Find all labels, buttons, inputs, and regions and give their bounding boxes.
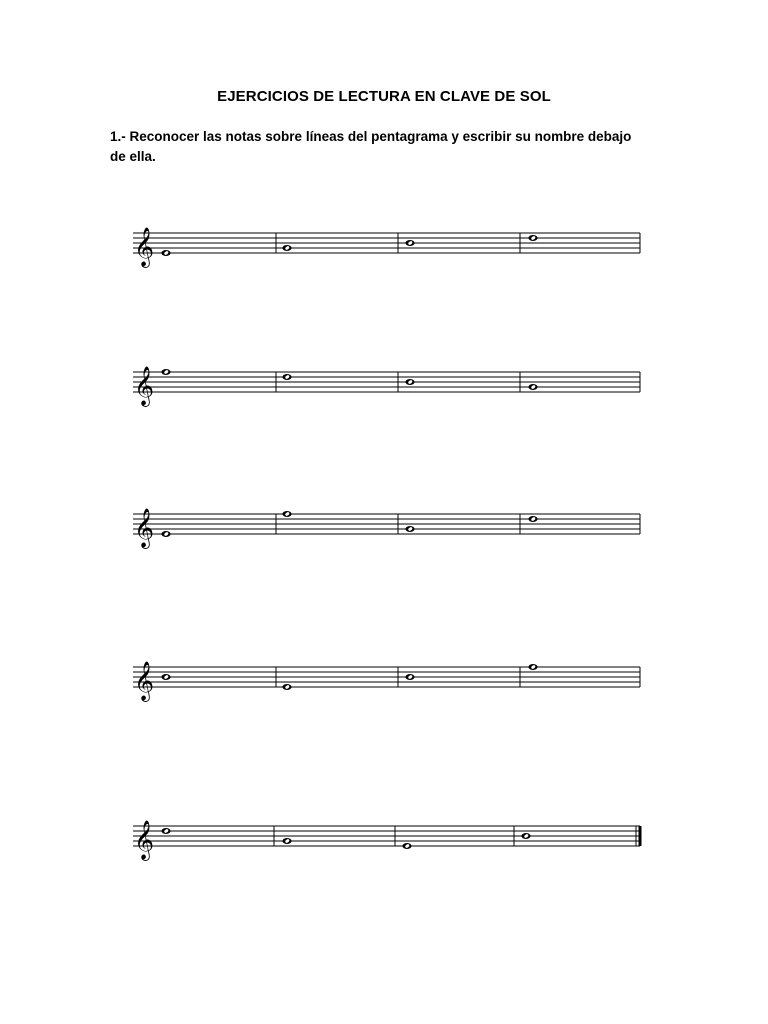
whole-note	[282, 511, 291, 517]
whole-note	[282, 374, 291, 380]
whole-note	[405, 674, 414, 680]
treble-clef-icon: 𝄞	[134, 227, 155, 267]
whole-note	[528, 664, 537, 670]
treble-clef-icon: 𝄞	[134, 508, 155, 548]
staff	[133, 227, 640, 268]
whole-note	[405, 240, 414, 246]
whole-note	[528, 516, 537, 522]
whole-note	[161, 828, 170, 834]
staff	[133, 661, 640, 702]
whole-note	[282, 245, 291, 251]
staff	[133, 820, 640, 861]
staff	[133, 366, 640, 407]
page-title: EJERCICIOS DE LECTURA EN CLAVE DE SOL	[217, 88, 551, 105]
whole-note	[528, 235, 537, 241]
whole-note	[282, 838, 291, 844]
treble-clef-icon: 𝄞	[134, 366, 155, 406]
whole-note	[161, 674, 170, 680]
whole-note	[282, 684, 291, 690]
whole-note	[405, 526, 414, 532]
exercise-instruction: 1.- Reconocer las notas sobre líneas del pentagrama y escribir su nombre debajo de ella.	[110, 129, 632, 164]
whole-note	[402, 843, 411, 849]
whole-note	[161, 369, 170, 375]
whole-note	[405, 379, 414, 385]
whole-note	[161, 250, 170, 256]
whole-note	[528, 384, 537, 390]
treble-clef-icon: 𝄞	[134, 661, 155, 701]
treble-clef-icon: 𝄞	[134, 820, 155, 860]
whole-note	[161, 531, 170, 537]
staff	[133, 508, 640, 549]
whole-note	[521, 833, 530, 839]
